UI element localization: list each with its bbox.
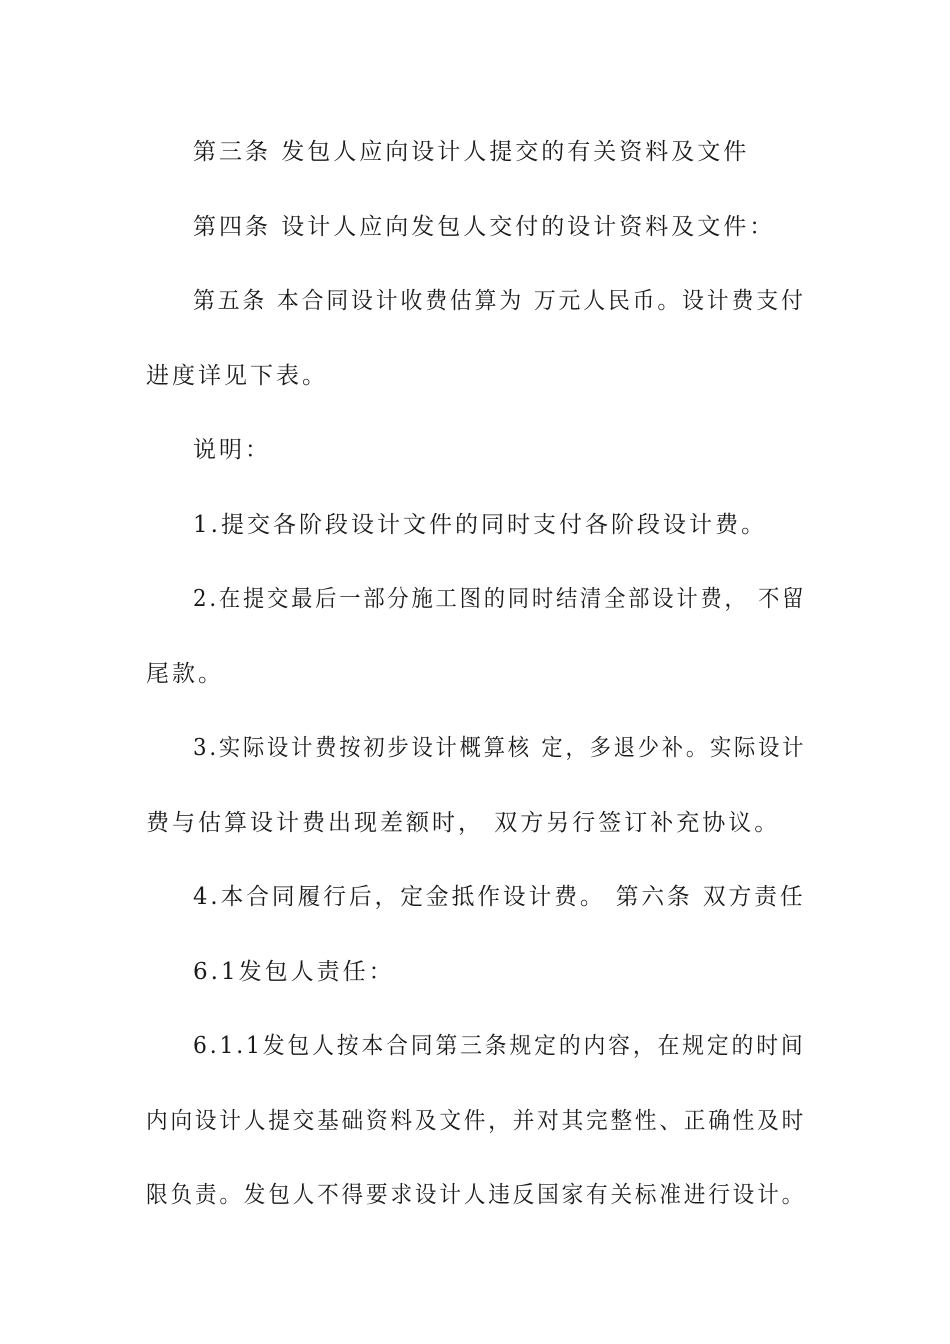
- clause-5-line-1: 第五条 本合同设计收费估算为 万元人民币。设计费支付: [193, 288, 806, 314]
- note-2-line-1: 2.在提交最后一部分施工图的同时结清全部设计费， 不留: [193, 586, 807, 612]
- note-3-line-2: 费与估算设计费出现差额时， 双方另行签订补充协议。: [146, 810, 781, 836]
- clause-4-heading: 第四条 设计人应向发包人交付的设计资料及文件：: [193, 214, 776, 240]
- section-6-1-1-line-3: 限负责。发包人不得要求设计人违反国家有关标准进行设计。: [146, 1182, 807, 1208]
- note-2-line-2: 尾款。: [146, 661, 224, 687]
- section-6-1-heading: 6.1发包人责任：: [193, 959, 395, 985]
- note-4-and-clause-6: 4.本合同履行后，定金抵作设计费。 第六条 双方责任: [193, 884, 806, 910]
- clause-3-heading: 第三条 发包人应向设计人提交的有关资料及文件: [193, 139, 750, 165]
- clause-5-line-2: 进度详见下表。: [146, 363, 328, 389]
- notes-heading: 说明：: [193, 437, 271, 463]
- note-1: 1.提交各阶段设计文件的同时支付各阶段设计费。: [193, 512, 767, 538]
- section-6-1-1-line-1: 6.1.1发包人按本合同第三条规定的内容，在规定的时间: [193, 1033, 806, 1059]
- section-6-1-1-line-2: 内向设计人提交基础资料及文件，并对其完整性、正确性及时: [146, 1108, 807, 1134]
- note-3-line-1: 3.实际设计费按初步设计概算核 定，多退少补。实际设计: [193, 735, 807, 761]
